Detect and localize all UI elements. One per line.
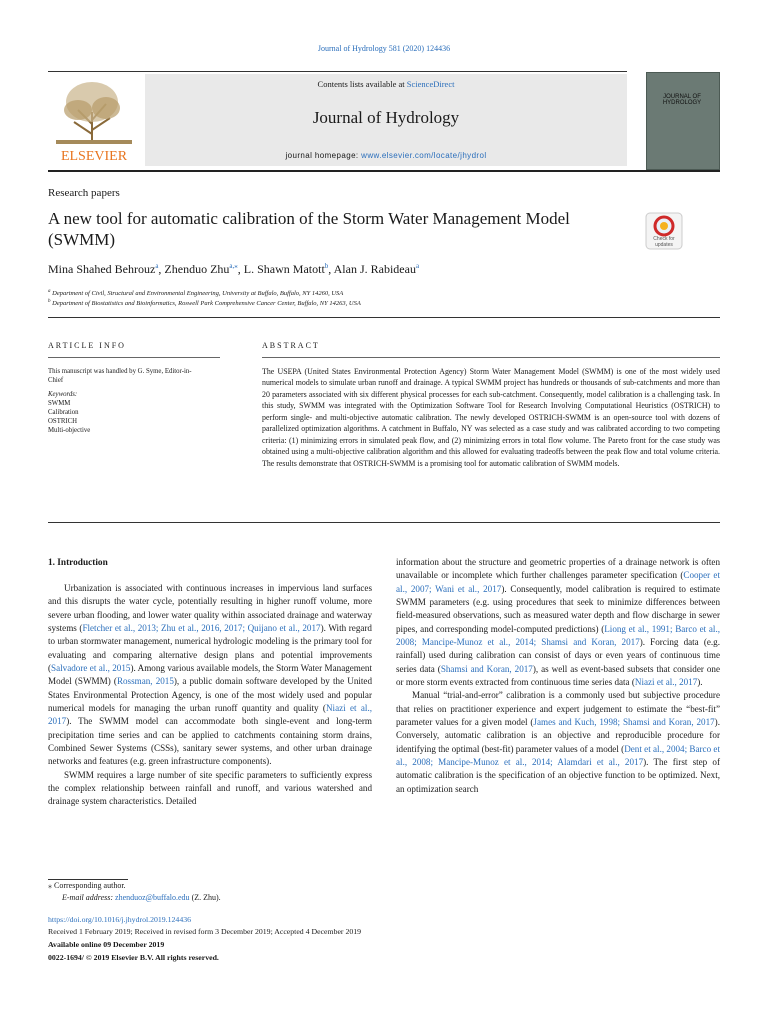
journal-homepage <box>145 151 627 160</box>
paragraph <box>396 556 720 689</box>
copyright: 0022-1694/ © 2019 Elsevier B.V. All rights reserved. <box>48 953 219 962</box>
paragraph-text: Urbanization is associated with continuous increases in impervious land surfaces and this disrupts the water cycle, potentially resulting in higher runoff volume, more severe urban flooding, and lower water quality within associated drainage and waterway systems ( <box>48 583 372 633</box>
citation-link[interactable]: Niazi et al., 2017 <box>634 676 698 687</box>
paragraph-text: Manual “trial-and-error” calibration is a commonly used but subjective procedure that relies on practitioner experience and expert judgement to estimate the “best-fit” parameter values for a given model ( <box>396 690 720 727</box>
homepage-link[interactable]: www.elsevier.com/locate/jhydrol <box>361 151 487 160</box>
handled-by: This manuscript was handled by G. Syme, Editor-in-Chief <box>48 368 192 384</box>
article-info-body <box>48 367 228 435</box>
citation-link[interactable]: James and Kuch, 1998; Shamsi and Koran, 2017 <box>533 716 715 727</box>
author-affiliation-mark[interactable]: a,⁎ <box>229 262 238 270</box>
email-line <box>62 893 221 902</box>
author-affiliation-mark[interactable]: a <box>155 262 159 270</box>
section-rule <box>48 317 720 318</box>
journal-citation[interactable]: Journal of Hydrology 581 (2020) 124436 <box>317 44 451 53</box>
author-name[interactable]: L. Shawn Matott <box>243 262 325 276</box>
author-separator: , <box>158 262 165 276</box>
article-info-heading: ARTICLE INFO <box>48 341 126 350</box>
left-column <box>48 582 372 809</box>
author-separator: , <box>328 262 334 276</box>
affiliation-text: Department of Biostatistics and Bioinformatics, Roswell Park Comprehensive Cancer Center, Buffalo, NY 14263, USA <box>52 300 361 308</box>
affiliation-a <box>48 289 343 297</box>
contents-line <box>145 79 627 89</box>
paragraph-text: ). Conversely, automatic calibration is an objective and reproducible procedure for identifying the optimal (best-fit) parameter values of a model ( <box>396 716 720 754</box>
paragraph-text: ), as well as event-based subsets that consider one or more storm events extracted from continuous time series data ( <box>396 663 720 687</box>
affiliation-b <box>48 299 361 307</box>
article-title: A new tool for automatic calibration of the Storm Water Management Model (SWMM) <box>48 209 570 249</box>
keyword-item: Calibration <box>48 409 79 416</box>
abstract-heading: ABSTRACT <box>262 341 320 350</box>
email-suffix: (Z. Zhu). <box>189 893 221 902</box>
paragraph-text: ), a public domain software developed by the United States Environmental Protection Agency, is one of the most widely used and popular numerical models for managing the urban runoff quantity and quality ( <box>48 676 372 713</box>
section-heading: 1. Introduction <box>48 558 108 568</box>
abstract-text: The USEPA (United States Environmental Protection Agency) Storm Water Management Model (SWMM) is one of the most widely used numerical models to simulate urban runoff and drainage. A typical SWMM project has hundreds or thousands of sub-catchments and more than 20 parameters associated with six different physical processes for each sub-catchment. Consequently, model calibration is a challenging task. In this study, SWMM was integrated with the Optimization Software Tool for Research Involving Computational Heuristics (OSTRICH) to perform single- and multi-objective automatic calibration. The newly developed OSTRICH-SWMM is an open-source tool with dozens of parallelized optimization algorithms. A catchment in Buffalo, NY was selected as a case study and was calibrated according to two competing criteria: (1) minimizing errors in simulated peak flow, and (2) minimizing errors in total flow volume. The Pareto front for the case study was obtained using a multi-objective calibration algorithm and this allowed for evaluating tradeoffs between the peak flow and total volume criteria. The results demonstrate that OSTRICH-SWMM is a promising tool for automatic calibration of SWMM models. <box>262 367 720 468</box>
citation-link[interactable]: Fletcher et al., 2013; Zhu et al., 2016, 2017; Quijano et al., 2017 <box>82 622 321 633</box>
citation-link[interactable]: Salvadore et al., 2015 <box>51 662 131 673</box>
right-column <box>396 556 720 796</box>
elsevier-logo <box>48 74 140 166</box>
keyword-item: Multi-objective <box>48 427 91 434</box>
journal-name: Journal of Hydrology <box>312 108 460 127</box>
author-list <box>48 262 419 277</box>
corresponding-author-note: ⁎ Corresponding author. <box>48 881 126 890</box>
author-affiliation-mark[interactable]: a <box>415 262 420 270</box>
citation-link[interactable]: Dent et al., 2004; Barco et al., 2008; Mancipe-Munoz et al., 2014; Alamdari et al., 2017 <box>396 743 720 767</box>
keyword-item: OSTRICH <box>48 418 78 425</box>
received-dates: Received 1 February 2019; Received in revised form 3 December 2019; Accepted 4 December 2019 <box>48 927 362 936</box>
masthead-rule <box>48 71 627 72</box>
journal-cover-image[interactable] <box>646 72 720 170</box>
section-type: Research papers <box>48 187 120 199</box>
citation-link[interactable]: Cooper et al., 2007; Wani et al., 2017 <box>396 570 720 594</box>
cover-title: JOURNAL OF HYDROLOGY <box>662 94 702 106</box>
citation-link[interactable]: Shamsi and Koran, 2017 <box>440 663 533 674</box>
author-name[interactable]: Mina Shahed Behrouz <box>48 262 156 276</box>
section-rule <box>48 522 720 523</box>
contents-prefix: Contents lists available at <box>317 79 407 89</box>
footnote-rule <box>48 879 128 880</box>
citation-link[interactable]: Niazi et al., 2017 <box>48 702 372 727</box>
available-online: Available online 09 December 2019 <box>48 940 165 949</box>
paragraph-text: ). Consequently, model calibration is required to estimate SWMM parameters (e.g. using procedures that seek to minimize differences between field-measured observations, such as measured water depth and flow discharge in sewer pipes, and corresponding model-computed predictions) ( <box>396 583 720 634</box>
paragraph-text: information about the structure and geometric properties of a drainage network is often unavailable or incomplete which further challenges parameter specification ( <box>396 557 720 581</box>
keyword-item: SWMM <box>48 400 71 407</box>
svg-text:ELSEVIER: ELSEVIER <box>60 149 128 164</box>
doi-link[interactable]: https://doi.org/10.1016/j.jhydrol.2019.124436 <box>48 915 192 924</box>
paragraph: SWMM requires a large number of site specific parameters to sufficiently express the complex relationship between rainfall and runoff, and various watershed and drainage system characteristics. Detailed <box>48 769 372 807</box>
affiliation-text: Department of Civil, Structural and Environmental Engineering, University at Buffalo, Buffalo, NY 14260, USA <box>52 290 344 298</box>
paragraph-text: ). The SWMM model can accommodate both single-event and long-term precipitation time series and can be applied to catchments containing storm drains, Combined Sewer Systems (CSSs), sanitary sewer systems, and other urban drainage networks and features (e.g. green infrastructure components). <box>48 716 372 767</box>
keywords-label: Keywords: <box>48 391 78 398</box>
badge-label: Check for updates <box>653 236 675 248</box>
article-info-rule <box>48 357 220 358</box>
author-affiliation-mark[interactable]: b <box>324 262 329 270</box>
paragraph-text: ). With regard to urban stormwater management, numerical hydrologic modeling is the primary tool for evaluating and comparing alternative design plans and potential improvements ( <box>48 622 372 673</box>
paragraph-text: ). The first step of automatic calibration is the specification of an objective function to be optimized. Next, an optimization search <box>396 756 720 794</box>
abstract-rule <box>262 357 720 358</box>
citation-link[interactable]: Liong et al., 1991; Barco et al., 2008; Mancipe-Munoz et al., 2014; Shamsi and Koran, 2017 <box>396 623 720 647</box>
paragraph <box>48 582 372 769</box>
email-link[interactable]: zhenduoz@buffalo.edu <box>115 893 190 902</box>
paragraph-text: ). <box>697 676 703 687</box>
sciencedirect-link[interactable]: ScienceDirect <box>406 79 455 89</box>
affiliation-key: b <box>48 299 51 304</box>
header-rule <box>48 170 720 172</box>
author-separator: , <box>237 262 244 276</box>
author-name[interactable]: Alan J. Rabideau <box>333 262 416 276</box>
paragraph <box>396 689 720 796</box>
email-label: E-mail address: <box>62 893 116 902</box>
paragraph-text: ). Among various available models, the Storm Water Management Model (SWMM) ( <box>48 662 372 687</box>
citation-link[interactable]: Rossman, 2015 <box>116 676 174 687</box>
affiliation-key: a <box>48 289 51 294</box>
homepage-prefix: journal homepage: <box>285 151 362 160</box>
paragraph-text: ). Forcing data (e.g. rainfall) used during calibration can consist of days or even years of continuous time series data ( <box>396 636 720 674</box>
author-name[interactable]: Zhenduo Zhu <box>164 262 230 276</box>
